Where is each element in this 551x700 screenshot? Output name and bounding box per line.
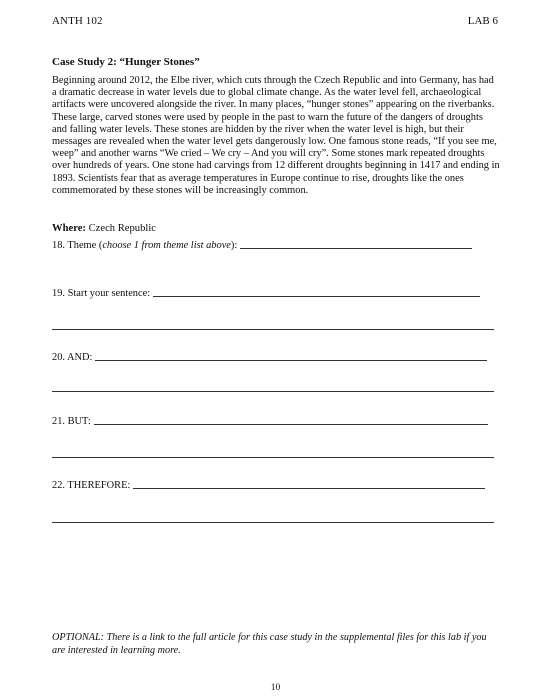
- question-19-answer-line[interactable]: [153, 286, 480, 297]
- question-19-extra-line[interactable]: [52, 329, 494, 330]
- question-19-label: 19. Start your sentence:: [52, 288, 151, 299]
- where-label: Where:: [52, 223, 86, 234]
- question-19: [52, 286, 480, 299]
- question-18-answer-line[interactable]: [240, 238, 472, 249]
- page-number: 10: [270, 683, 281, 693]
- optional-note: OPTIONAL: There is a link to the full article for this case study in the supplemental files for this lab if you are interested in learning more.: [52, 632, 487, 656]
- lab-number: LAB 6: [467, 15, 498, 27]
- question-22-answer-line[interactable]: [133, 478, 485, 489]
- question-18-prefix: 18. Theme (: [52, 240, 103, 251]
- case-study-title: Case Study 2: “Hunger Stones”: [52, 56, 200, 68]
- question-20-label: 20. AND:: [52, 352, 93, 363]
- question-21-answer-line[interactable]: [94, 414, 488, 425]
- question-21: [52, 414, 488, 427]
- question-20: [52, 350, 487, 363]
- course-code: ANTH 102: [52, 15, 103, 27]
- question-22: [52, 478, 485, 491]
- question-18-suffix: ):: [230, 240, 238, 251]
- question-18: [52, 238, 472, 251]
- question-20-extra-line[interactable]: [52, 391, 494, 392]
- where-value: Czech Republic: [88, 223, 156, 234]
- question-20-answer-line[interactable]: [95, 350, 487, 361]
- where-line: [52, 223, 156, 234]
- question-21-label: 21. BUT:: [52, 416, 91, 427]
- case-study-body: Beginning around 2012, the Elbe river, which cuts through the Czech Republic and into Germany, has had a dramatic decrease in water levels due to global climate change. As the water level fell, archaeological artifacts were uncovered alongside the river. In many places, “hunger stones” appearing on the riverbanks. These large, carved stones were used by people in the past to warn the future of the dangers of droughts and falling water levels. These stones are hidden by the river when the water level is high, but their messages are revealed when the water level gets dangerously low. One famous stone reads, “If you see me, weep” and another warns “We cried – We cry – And you will cry”. Some stones mark repeated droughts over hundreds of years. One stone had carvings from 12 different droughts beginning in 1417 and ending in 1893. Scientists fear that as average temperatures in Europe continue to rise, droughts like the ones commemorated by these stones will be increasingly common.: [52, 75, 500, 196]
- question-21-extra-line[interactable]: [52, 457, 494, 458]
- question-22-extra-line[interactable]: [52, 522, 494, 523]
- question-22-label: 22. THEREFORE:: [52, 480, 131, 491]
- question-18-italic: choose 1 from theme list above: [102, 240, 231, 251]
